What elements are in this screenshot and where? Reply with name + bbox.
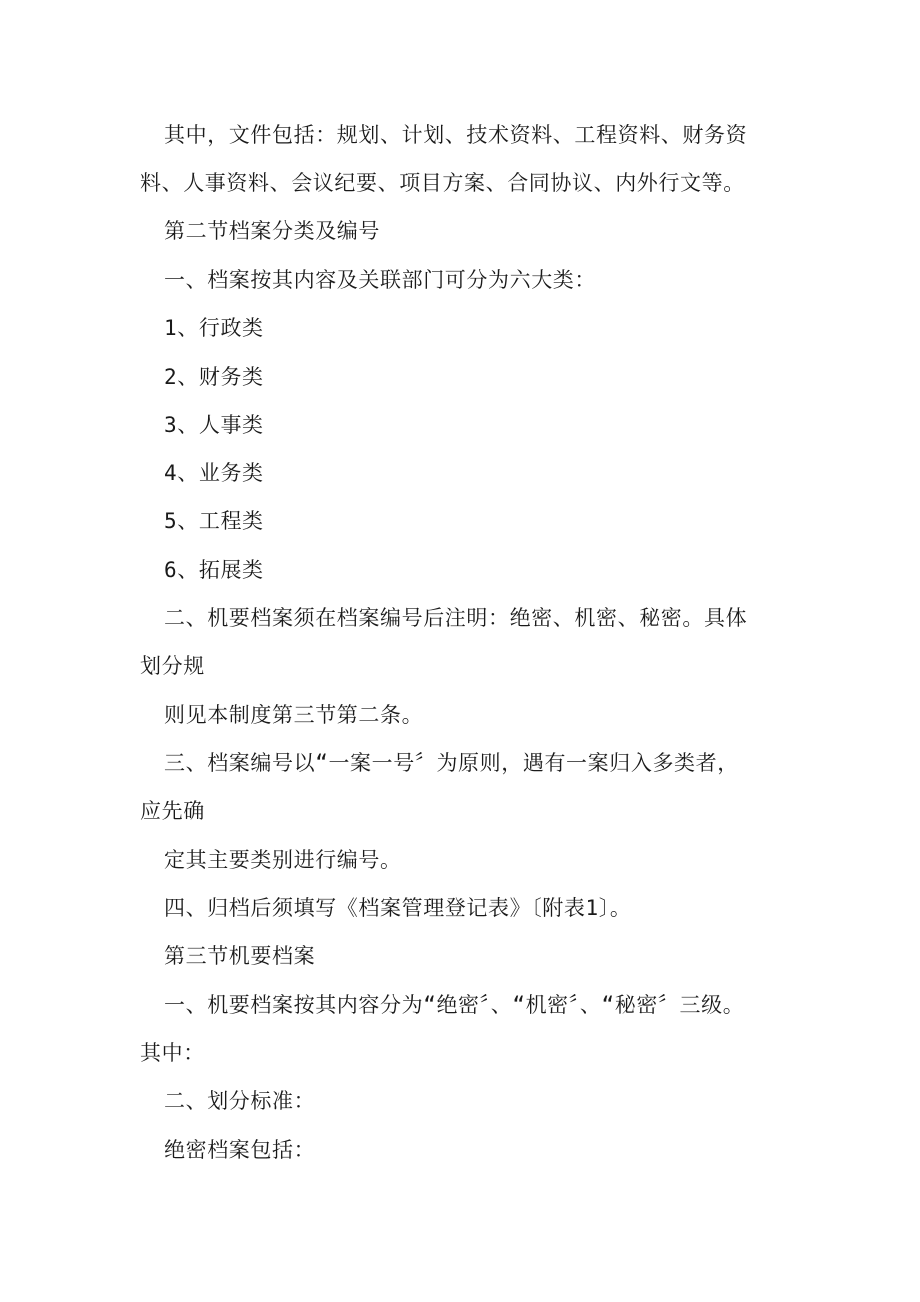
paragraph-line: 三、档案编号以“一案一号〞为原则，遇有一案归入多类者，	[164, 751, 739, 775]
list-item: 5、工程类	[164, 509, 264, 533]
paragraph-line: 其中，文件包括：规划、计划、技术资料、工程资料、财务资	[164, 123, 748, 147]
list-item: 1、行政类	[164, 316, 264, 340]
list-item: 2、财务类	[164, 365, 264, 389]
paragraph-line: 料、人事资料、会议纪要、项目方案、合同协议、内外行文等。	[140, 171, 745, 195]
paragraph-line: 一、机要档案按其内容分为“绝密〞、“机密〞、“秘密〞三级。	[164, 993, 745, 1017]
paragraph-line: 一、档案按其内容及关联部门可分为六大类：	[164, 268, 596, 292]
paragraph-line: 定其主要类别进行编号。	[164, 848, 402, 872]
paragraph-line: 绝密档案包括：	[164, 1138, 316, 1162]
section-heading: 第二节档案分类及编号	[164, 219, 380, 243]
paragraph-line: 则见本制度第三节第二条。	[164, 703, 424, 727]
paragraph-line: 应先确	[140, 799, 205, 823]
list-item: 3、人事类	[164, 413, 264, 437]
list-item: 4、业务类	[164, 461, 264, 485]
paragraph-line: 二、机要档案须在档案编号后注明：绝密、机密、秘密。具体	[164, 606, 748, 630]
paragraph-line: 四、归档后须填写《档案管理登记表》〔附表1〕。	[164, 896, 632, 920]
paragraph-line: 二、划分标准：	[164, 1089, 316, 1113]
paragraph-line: 其中：	[140, 1041, 205, 1065]
paragraph-line: 划分规	[140, 654, 205, 678]
list-item: 6、拓展类	[164, 558, 264, 582]
section-heading: 第三节机要档案	[164, 944, 316, 968]
